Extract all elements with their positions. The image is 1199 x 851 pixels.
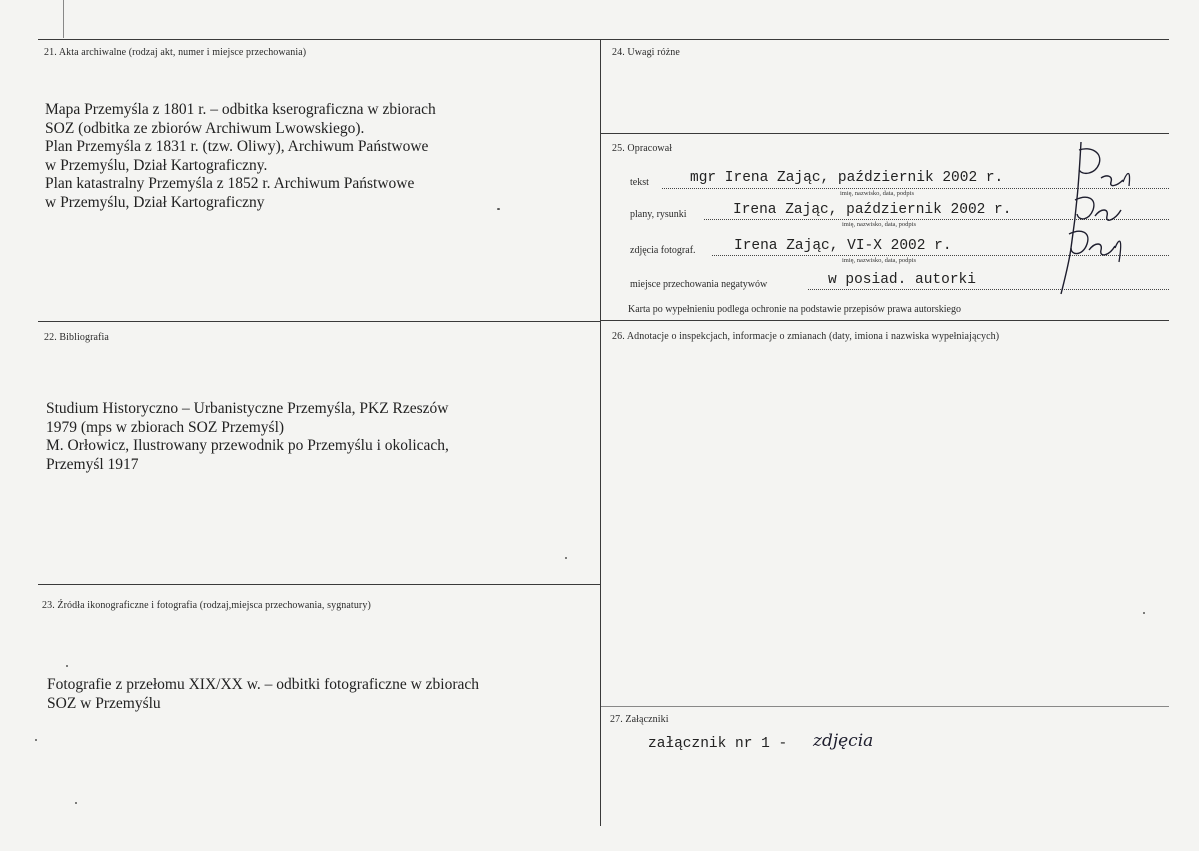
copyright-note: Karta po wypełnieniu podlega ochronie na podstawie przepisów prawa autorskiego	[628, 304, 961, 315]
row-zdjecia-label: zdjęcia fotograf.	[630, 245, 696, 256]
section-21-header: 21. Akta archiwalne (rodzaj akt, numer i miejsce przechowania)	[44, 47, 307, 58]
section-26-header: 26. Adnotacje o inspekcjach, informacje o zmianach (daty, imiona i nazwiska wypełniających)	[612, 331, 1000, 342]
column-divider	[600, 39, 601, 826]
attachment-typed-text: załącznik nr 1 -	[648, 736, 788, 752]
speck	[497, 208, 500, 210]
top-tick-mark	[63, 0, 64, 38]
right-divider-25-26	[601, 320, 1169, 321]
signature-graphic	[1035, 138, 1145, 298]
row-tekst-label: tekst	[630, 177, 649, 188]
section-22-header: 22. Bibliografia	[44, 332, 109, 343]
row-tekst-value: mgr Irena Zając, październik 2002 r.	[690, 170, 1004, 186]
row-zdjecia-value: Irena Zając, VI-X 2002 r.	[734, 238, 952, 254]
top-border	[38, 39, 1169, 40]
row-negatywy-value: w posiad. autorki	[828, 272, 976, 288]
speck	[75, 802, 77, 804]
speck	[66, 665, 68, 667]
row-zdjecia-hint: imię, nazwisko, data, podpis	[842, 257, 917, 264]
right-divider-24-25	[601, 133, 1169, 134]
section-25-header: 25. Opracował	[612, 143, 673, 154]
section-24-header: 24. Uwagi różne	[612, 47, 680, 58]
section-23-text: Fotografie z przełomu XIX/XX w. – odbitki fotograficzne w zbiorach SOZ w Przemyślu	[47, 676, 479, 712]
right-divider-26-27	[601, 706, 1169, 707]
speck	[565, 557, 567, 559]
row-plany-value: Irena Zając, październik 2002 r.	[733, 202, 1012, 218]
attachment-handwritten-text: zdjęcia	[813, 731, 874, 751]
section-21-text: Mapa Przemyśla z 1801 r. – odbitka kserograficzna w zbiorach SOZ (odbitka ze zbiorów Archiwum Lwowskiego). Plan Przemyśla z 1831 r. (tzw. Oliwy), Archiwum Państwowe w Przemyślu, Dział Kartograficzny. Plan katastralny Przemyśla z 1852 r. Archiwum Państwowe w Przemyślu, Dział Kartograficzny	[45, 101, 436, 211]
section-22-text: Studium Historyczno – Urbanistyczne Przemyśla, PKZ Rzeszów 1979 (mps w zbiorach SOZ Przemyśl) M. Orłowicz, Ilustrowany przewodnik po Przemyślu i okolicach, Przemyśl 1917	[46, 400, 449, 473]
left-divider-21-22	[38, 321, 601, 322]
speck	[35, 739, 37, 741]
row-plany-label: plany, rysunki	[630, 209, 687, 220]
section-23-header: 23. Źródła ikonograficzne i fotografia (rodzaj,miejsca przechowania, sygnatury)	[42, 600, 371, 611]
row-plany-hint: imię, nazwisko, data, podpis	[842, 221, 917, 228]
row-negatywy-label: miejsce przechowania negatywów	[630, 279, 768, 290]
row-tekst-hint: imię, nazwisko, data, podpis	[840, 190, 915, 197]
speck	[1143, 612, 1145, 614]
left-divider-22-23	[38, 584, 601, 585]
section-27-header: 27. Załączniki	[610, 714, 669, 725]
